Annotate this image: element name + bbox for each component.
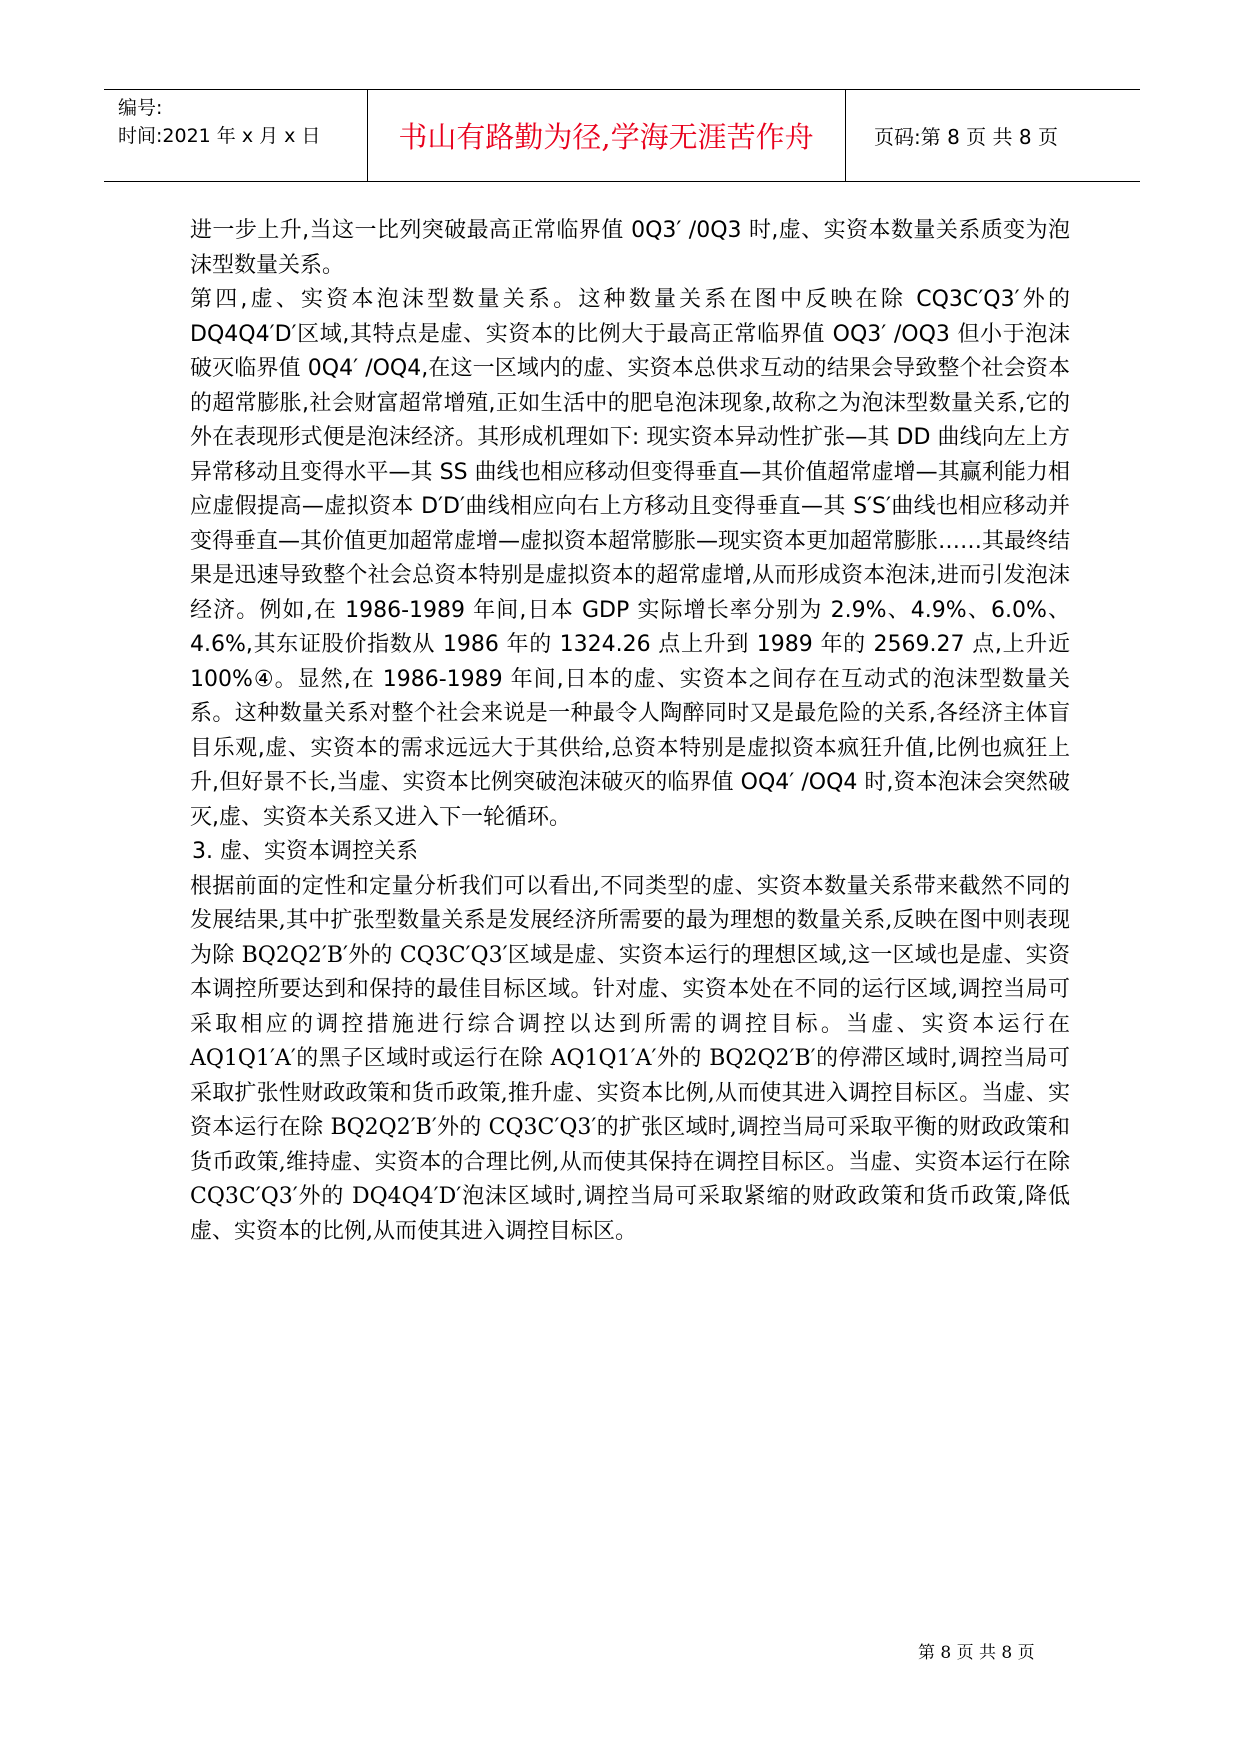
body-paragraph: 第四,虚、实资本泡沫型数量关系。这种数量关系在图中反映在除 CQ3C′Q3′外的 DQ4Q4′D′区域,其特点是虚、实资本的比例大于最高正常临界值 OQ3′ /OQ3 但小于泡沫破灭临界值 0Q4′ /OQ4,在这一区域内的虚、实资本总供求互动的结果会导致整个社会资本的超常膨胀,社会财富超常增殖,正如生活中的肥皂泡沫现象,故称之为泡沫型数量关系,它的外在表现形式便是泡沫经济。其形成机理如下: 现实资本异动性扩张—其 DD 曲线向左上方异常移动且变得水平—其 SS 曲线也相应移动但变得垂直—其价值超常虚增—其赢利能力相应虚假提高—虚拟资本 D′D′曲线相应向右上方移动且变得垂直—其 S′S′曲线也相应移动并变得垂直—其价值更加超常虚增—虚拟资本超常膨胀—现实资本更加超常膨胀……其最终结果是迅速导致整个社会总资本特别是虚拟资本的超常虚增,从而形成资本泡沫,进而引发泡沫经济。例如,在 1986-1989 年间,日本 GDP 实际增长率分别为 2.9%、4.9%、6.0%、4.6%,其东证股价指数从 1986 年的 1324.26 点上升到 1989 年的 2569.27 点,上升近 100%④。显然,在 1986-1989 年间,日本的虚、实资本之间存在互动式的泡沫型数量关系。这种数量关系对整个社会来说是一种最令人陶醉同时又是最危险的关系,各经济主体盲目乐观,虚、实资本的需求远远大于其供给,总资本特别是虚拟资本疯狂升值,比例也疯狂上升,但好景不长,当虚、实资本比例突破泡沫破灭的临界值 OQ4′ /OQ4 时,资本泡沫会突然破灭,虚、实资本关系又进入下一轮循环。 bbox=[190, 287, 1071, 830]
header-page-label: 页码:第 8 页 共 8 页 bbox=[874, 125, 1058, 149]
body-paragraph: 进一步上升,当这一比列突破最高正常临界值 0Q3′ /0Q3 时,虚、实资本数量关系质变为泡沫型数量关系。 bbox=[190, 218, 1070, 278]
page-footer: 第 8 页 共 8 页 bbox=[918, 1643, 1035, 1663]
header-number-label: 编号: bbox=[118, 97, 163, 119]
header-divider-right bbox=[845, 90, 846, 181]
header-meta bbox=[118, 94, 320, 150]
section-paragraph: 根据前面的定性和定量分析我们可以看出,不同类型的虚、实资本数量关系带来截然不同的发展结果,其中扩张型数量关系是发展经济所需要的最为理想的数量关系,反映在图中则表现为除 BQ2Q2′B′外的 CQ3C′Q3′区域是虚、实资本运行的理想区域,这一区域也是虚、实资本调控所要达到和保持的最佳目标区域。针对虚、实资本处在不同的运行区域,调控当局可采取相应的调控措施进行综合调控以达到所需的调控目标。当虚、实资本运行在 AQ1Q1′A′的黑子区域时或运行在除 AQ1Q1′A′外的 BQ2Q2′B′的停滞区域时,调控当局可采取扩张性财政政策和货币政策,推升虚、实资本比例,从而使其进入调控目标区。当虚、实资本运行在除 BQ2Q2′B′外的 CQ3C′Q3′的扩张区域时,调控当局可采取平衡的财政政策和货币政策,维持虚、实资本的合理比例,从而使其保持在调控目标区。当虚、实资本运行在除 CQ3C′Q3′外的 DQ4Q4′D′泡沫区域时,调控当局可采取紧缩的财政政策和货币政策,降低虚、实资本的比例,从而使其进入调控目标区。 bbox=[190, 873, 1070, 1244]
page-header bbox=[104, 89, 1140, 182]
header-motto: 书山有路勤为径,学海无涯苦作舟 bbox=[398, 120, 814, 154]
section-title: 3. 虚、实资本调控关系 bbox=[192, 839, 418, 864]
document-body bbox=[190, 214, 1070, 1249]
header-time-label: 时间:2021 年 x 月 x 日 bbox=[118, 125, 321, 147]
